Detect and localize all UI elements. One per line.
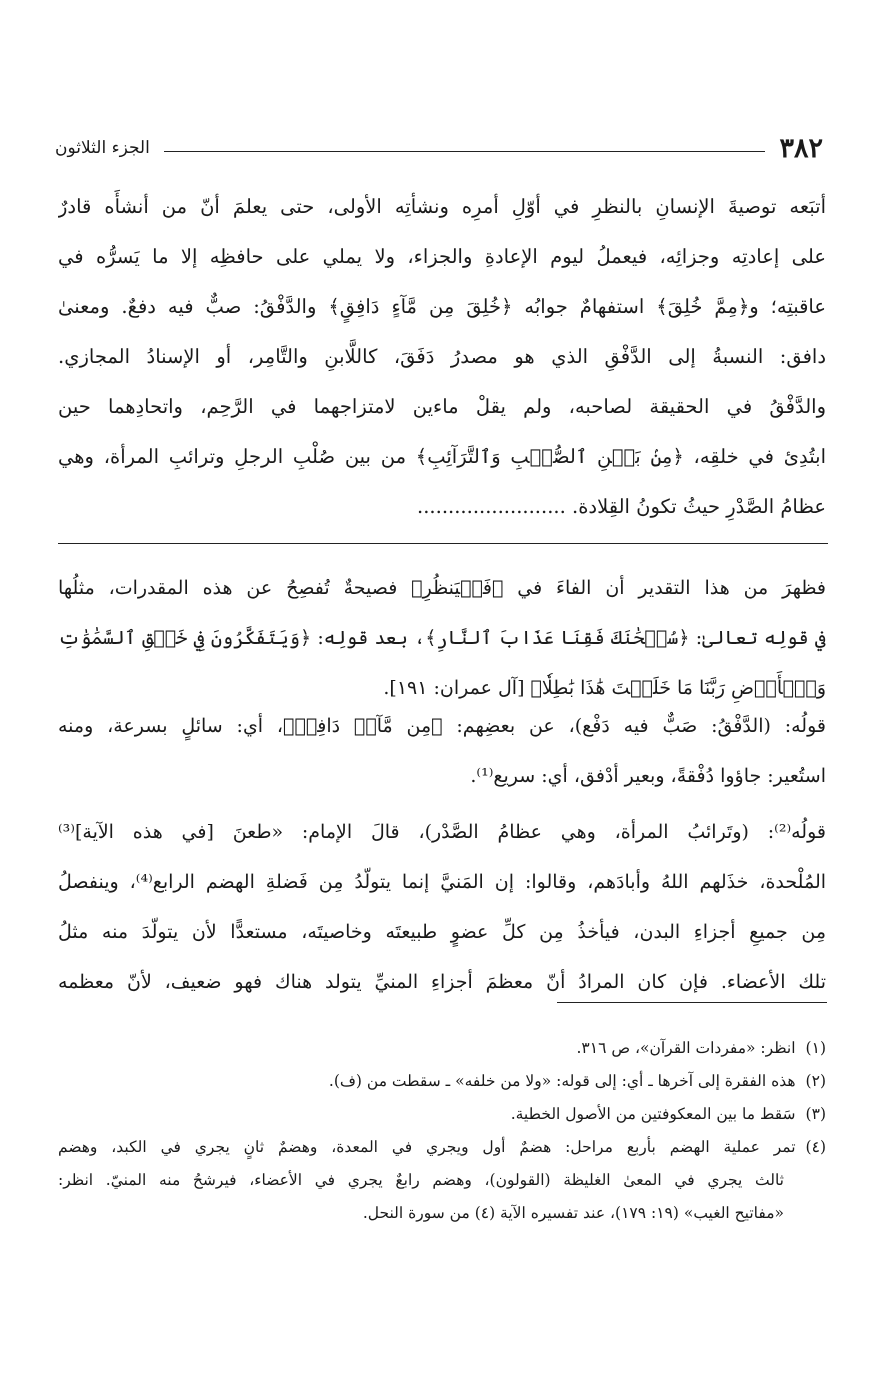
footnote-number: (٢) [805,1072,826,1090]
commentary-line: فظهرَ من هذا التقدير أن الفاءَ في ﴿فَلۡيَنظُرِ﴾ فصيحةٌ تُفصِحُ عن هذه المقدرات، مثلُها [58,577,826,599]
footnote-text: هذه الفقرة إلى آخرها ـ أي: إلى قوله: «ولا من خلفه» ـ سقطت من (ف). [328,1072,796,1090]
commentary-line: وَٱلۡأَرۡضِ رَبَّنَا مَا خَلَقۡتَ هَٰذَا بَٰطِلٗا﴾ [آل عمران: ١٩١]. [383,677,826,699]
footnote-number: (٤) [805,1138,826,1156]
main-text-line: عاقبتِه؛ و﴿مِمَّ خُلِقَ﴾ استفهامٌ جوابُه ﴿خُلِقَ مِن مَّآءٍ دَافِقٍ﴾ والدَّفْقُ: صبٌّ فيه دفعٌ. ومعنىٰ [58,295,826,318]
running-title: الجزء الثلاثون [55,138,150,158]
main-text-line: على إعادتِه وجزائِه، فيعملُ ليوم الإعادةِ والجزاء، ولا يملي على حافظِه إلا ما يَسرُّه في [58,245,826,268]
commentary-line: قولُه⁽²⁾: (وتَرائبُ المرأة، وهي عظامُ الصَّدْر)، قالَ الإمام: «طعنَ [في هذه الآية]⁽³⁾ [58,821,826,843]
header-rule [164,151,766,152]
commentary-text [58,701,826,801]
page-number: ٣٨٢ [779,132,823,164]
main-text-line: ابتُدِئ في خلقِه، ﴿مِنۢ بَيۡنِ ٱلصُّلۡبِ وَٱلتَّرَآئِبِ﴾ من بين صُلْبِ الرجلِ وترائبِ المرأة، وهي [58,445,826,468]
commentary-text [58,563,826,713]
footnote-line [58,1197,826,1230]
commentary-line: تلك الأعضاء. فإن كان المرادُ أنّ معظمَ أجزاءِ المنيِّ يتولد هناك فهو ضعيف، لأنّ معظمه [58,971,826,993]
footnote-line [58,1131,826,1164]
footnote-separator [557,1002,827,1003]
footnotes [58,1032,826,1230]
footnote-line [58,1065,826,1098]
page-header [55,128,823,168]
main-text-line: والدَّفْقُ في الحقيقة لصاحبه، ولم يقلْ ماءين لامتزاجهما في الرَّحِم، واتحادِهما حين [58,395,826,418]
footnote-text: انظر: «مفردات القرآن»، ص ٣١٦. [576,1039,796,1057]
footnote-text: ثالث يجري في المعىٰ الغليظة (القولون)، وهضم رابعٌ يجري في الأعضاء، فيرشحُ منه المنيّ. انظر: [58,1171,784,1189]
footnote-text: تمر عملية الهضم بأربع مراحل: هضمٌ أول ويجري في المعدة، وهضمٌ ثانٍ يجري في الكبد، وهضم [58,1138,796,1156]
main-text-line: دافق: النسبةُ إلى الدَّفْقِ الذي هو مصدرُ دَفَقَ، كاللَّابنِ والتَّامِر، أو الإسنادُ المجازي. [58,345,826,368]
footnote-number: (١) [805,1039,826,1057]
section-separator [58,543,828,544]
footnote-number: (٣) [805,1105,826,1123]
main-text-line: عظامُ الصَّدْرِ حيثُ تكونُ القِلادة. ........................ [417,495,826,518]
commentary-line: المُلْحدة، خذَلهم اللهُ وأبادَهم، وقالوا: إن المَنيَّ إنما يتولّدُ مِن فَضلةِ الهضم الرابع⁽⁴⁾، وينفصلُ [58,871,826,893]
commentary-line: في قولِه تعالىٰ: ﴿سُبۡحَٰنَكَ فَقِنَا عَذَابَ ٱلنَّارِ﴾، بعد قولِه: ﴿وَيَتَفَكَّرُونَ فِي خَلۡقِ ٱلسَّمَٰوَٰتِ [58,627,826,649]
commentary-text [58,807,826,1007]
commentary-line: استُعير: جاؤوا دُفْقةً، وبعير أدْفق، أي: سريع⁽¹⁾. [470,765,826,787]
footnote-line [58,1032,826,1065]
footnote-text: «مفاتيح الغيب» (١٩: ١٧٩)، عند تفسيره الآية (٤) من سورة النحل. [362,1204,784,1222]
footnote-text: سَقط ما بين المعكوفتين من الأصول الخطية. [510,1105,796,1123]
footnote-line [58,1098,826,1131]
footnote-line [58,1164,826,1197]
commentary-line: مِن جميعِ أجزاءِ البدن، فيأخذُ مِن كلِّ عضوٍ طبيعتَه وخاصيتَه، مستعدًّا لأن يتولّدَ منه مثلُ [58,921,826,943]
commentary-line: قولُه: (الدَّفْقُ: صَبٌّ فيه دَفْع)، عن بعضِهم: ﴿مِن مَّآءٖ دَافِقٖ﴾، أي: سائلٍ بسرعة، ومنه [58,715,826,737]
main-text [58,182,826,532]
main-text-line: أتبَعه توصيةَ الإنسانِ بالنظرِ في أوّلِ أمرِه ونشأتِه الأولى، حتى يعلمَ أنّ من أنشأَه قادرٌ [58,195,826,218]
